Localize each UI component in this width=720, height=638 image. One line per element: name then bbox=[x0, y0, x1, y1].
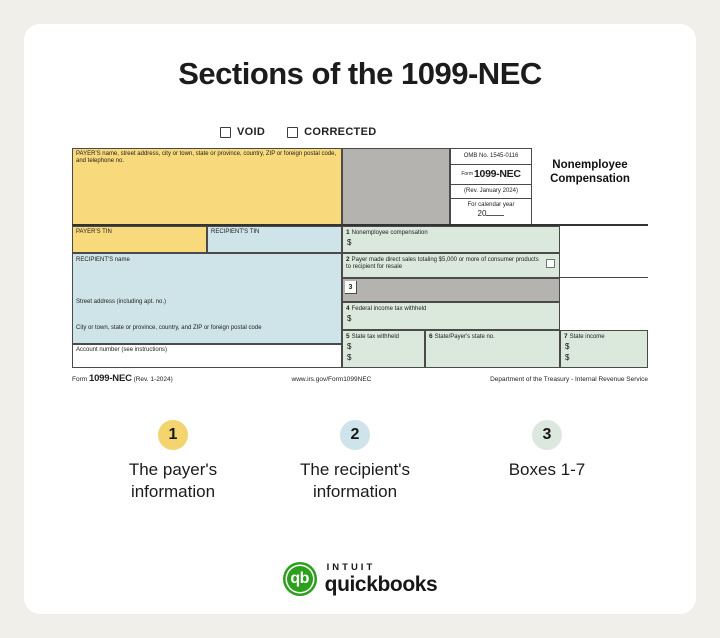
box2-checkbox[interactable] bbox=[546, 259, 555, 268]
form-number: 1099-NEC bbox=[474, 168, 521, 180]
calendar-year-cell bbox=[451, 199, 531, 225]
box2-extension-line bbox=[560, 277, 648, 278]
dollar-sign: $ bbox=[347, 238, 352, 247]
payer-tin-box: PAYER'S TIN bbox=[72, 226, 207, 253]
omb-number: OMB No. 1545-0116 bbox=[451, 149, 531, 165]
callout-recipient bbox=[270, 420, 440, 503]
payer-name-label: PAYER'S name, street address, city or town, state or province, country, ZIP or foreign postal code, and telephone no. bbox=[76, 151, 337, 164]
form-footer bbox=[72, 373, 648, 384]
corrected-group bbox=[287, 126, 376, 138]
corrected-checkbox[interactable] bbox=[287, 127, 298, 138]
callout-1-badge: 1 bbox=[158, 420, 188, 450]
payer-name-address-box bbox=[72, 148, 342, 226]
quickbooks-wordmark: quickbooks bbox=[324, 572, 438, 596]
void-label: VOID bbox=[237, 126, 266, 138]
box2-direct-sales: 2 Payer made direct sales totaling $5,000 or more of consumer products to recipient for resale bbox=[342, 253, 560, 278]
omb-column bbox=[450, 148, 532, 226]
nonemployee-compensation-title: Nonemployee Compensation bbox=[550, 159, 630, 185]
callout-2-label: The recipient's information bbox=[299, 460, 411, 501]
corrected-label: CORRECTED bbox=[304, 126, 377, 138]
revision-date: (Rev. January 2024) bbox=[451, 185, 531, 199]
form-word: Form bbox=[461, 171, 474, 177]
box6-state-payer-no: 6 State/Payer's state no. bbox=[425, 330, 560, 368]
footer-url: www.irs.gov/Form1099NEC bbox=[291, 376, 372, 383]
callout-2-badge: 2 bbox=[340, 420, 370, 450]
callout-3-badge: 3 bbox=[532, 420, 562, 450]
city-state-zip-label: City or town, state or province, country, and ZIP or foreign postal code bbox=[76, 325, 262, 331]
callout-boxes bbox=[462, 420, 632, 481]
box7-state-income: 7 State income $ $ bbox=[560, 330, 648, 368]
footer-department: Department of the Treasury - Internal Revenue Service bbox=[490, 376, 648, 383]
brand-wordmark bbox=[325, 563, 438, 595]
void-group bbox=[220, 126, 265, 138]
void-checkbox[interactable] bbox=[220, 127, 231, 138]
page-title: Sections of the 1099-NEC bbox=[178, 56, 542, 91]
void-corrected-row bbox=[220, 126, 376, 138]
box5-state-tax-withheld: 5 State tax withheld $ $ bbox=[342, 330, 425, 368]
box3-number: 3 bbox=[345, 281, 357, 294]
box4-federal-tax-withheld: 4 Federal income tax withheld $ bbox=[342, 302, 560, 330]
recipient-info-box bbox=[72, 253, 342, 344]
street-address-label: Street address (including apt. no.) bbox=[76, 299, 167, 305]
recipient-tin-box: RECIPIENT'S TIN bbox=[207, 226, 342, 253]
year-blank-line bbox=[486, 209, 504, 216]
account-number-box: Account number (see instructions) bbox=[72, 344, 342, 368]
box1-nonemployee-compensation: 1 Nonemployee compensation $ bbox=[342, 226, 560, 253]
dollar-sign: $ bbox=[347, 353, 352, 362]
recipient-name-label: RECIPIENT'S name bbox=[76, 257, 130, 263]
calendar-year-label: For calendar year bbox=[467, 202, 515, 208]
callout-payer bbox=[88, 420, 258, 503]
quickbooks-icon: qb bbox=[283, 562, 317, 596]
footer-form-id: Form 1099-NEC (Rev. 1-2024) bbox=[72, 373, 173, 384]
shaded-box bbox=[342, 148, 450, 226]
calendar-year-value: 20 bbox=[477, 209, 487, 218]
dollar-sign: $ bbox=[347, 342, 352, 351]
callout-3-label: Boxes 1-7 bbox=[508, 460, 586, 479]
form-number-cell bbox=[451, 165, 531, 185]
dollar-sign: $ bbox=[565, 353, 570, 362]
intuit-wordmark: INTUIT bbox=[326, 562, 376, 574]
dollar-sign: $ bbox=[347, 314, 352, 323]
box3-reserved bbox=[342, 278, 560, 302]
dollar-sign: $ bbox=[565, 342, 570, 351]
callout-1-label: The payer's information bbox=[128, 460, 218, 501]
intuit-quickbooks-logo bbox=[0, 562, 720, 596]
